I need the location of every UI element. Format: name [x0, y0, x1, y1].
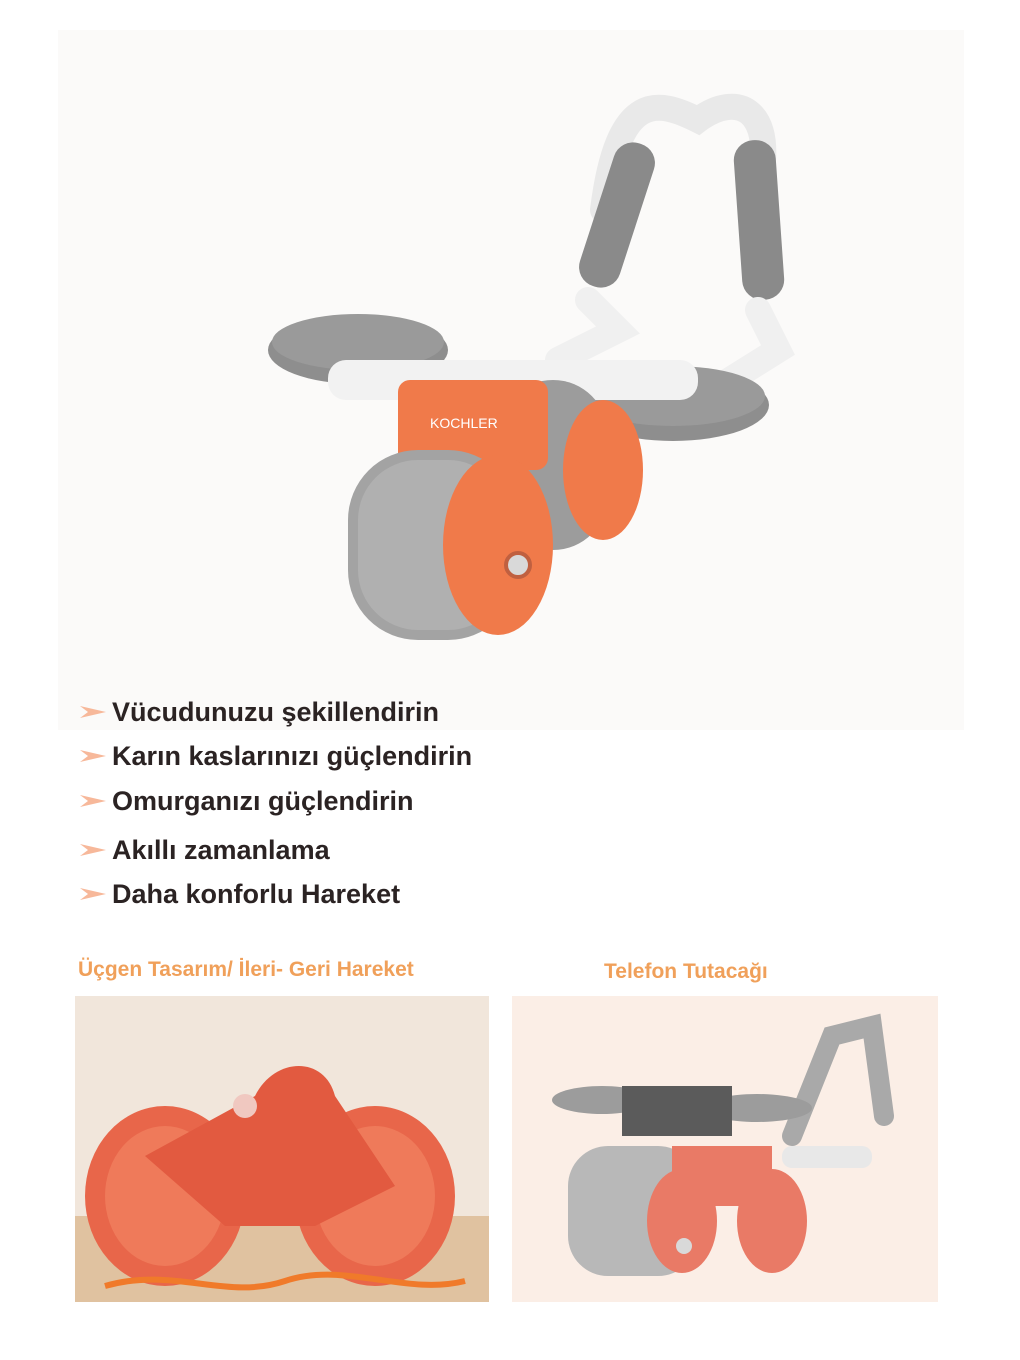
phone-holder-image	[512, 996, 938, 1302]
triangle-design-image	[75, 996, 489, 1302]
caption-phone-holder: Telefon Tutacağı	[604, 960, 768, 983]
hero-product-image	[58, 30, 964, 730]
feature-item	[80, 781, 414, 821]
roller-phone-holder-illustration	[512, 996, 938, 1302]
feature-item	[80, 692, 439, 732]
feature-label: Vücudunuzu şekillendirin	[112, 696, 440, 727]
arrow-icon	[80, 791, 106, 811]
feature-item	[80, 736, 472, 776]
feature-item	[80, 874, 400, 914]
feature-label: Karın kaslarınızı güçlendirin	[112, 740, 473, 771]
feature-label: Akıllı zamanlama	[112, 834, 330, 865]
feature-label: Omurganızı güçlendirin	[112, 785, 414, 816]
caption-triangle-design: Üçgen Tasarım/ İleri- Geri Hareket	[78, 958, 414, 981]
arrow-icon	[80, 746, 106, 766]
feature-item	[80, 830, 330, 870]
arrow-icon	[80, 840, 106, 860]
roller-side-view-illustration	[75, 996, 489, 1302]
arrow-icon	[80, 884, 106, 904]
brand-label: KOCHLER	[430, 415, 498, 431]
feature-label: Daha konforlu Hareket	[112, 878, 401, 909]
ab-roller-illustration	[58, 30, 964, 730]
arrow-icon	[80, 702, 106, 722]
